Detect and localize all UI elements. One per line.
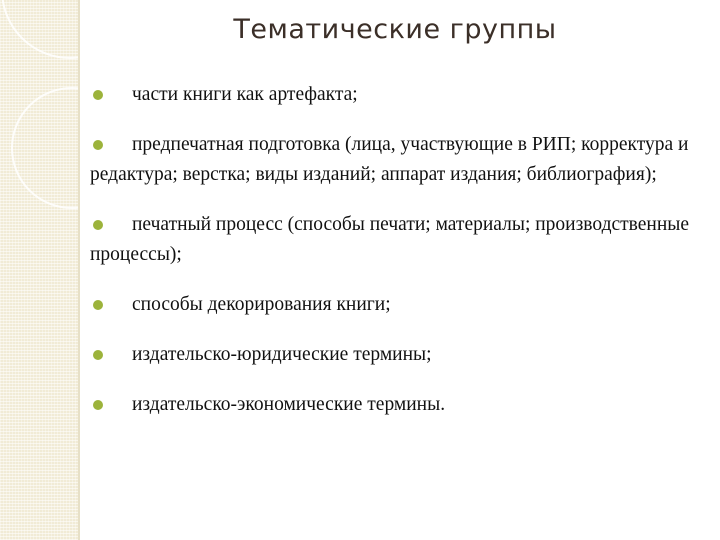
bullet-dot-icon — [93, 300, 103, 310]
bullet-text: издательско-экономические термины. — [132, 394, 446, 415]
bullet-dot-icon — [93, 90, 103, 100]
bullet-dot-icon — [93, 220, 103, 230]
bullet-text: издательско-юридические термины; — [132, 344, 432, 365]
bullet-item — [90, 80, 690, 110]
bullet-item — [90, 340, 690, 370]
bullet-text: печатный процесс (способы печати; материалы; производственные процессы); — [90, 214, 690, 265]
bullet-item — [90, 210, 690, 270]
bullet-text: способы декорирования книги; — [132, 294, 391, 315]
decorative-circles-graphic — [0, 0, 78, 540]
bullet-text: части книги как артефакта; — [132, 84, 358, 105]
bullet-dot-icon — [93, 140, 103, 150]
bullet-dot-icon — [93, 350, 103, 360]
bullet-text: предпечатная подготовка (лица, участвующие в РИП; корректура и редактура; верстка; виды изданий; аппарат издания; библиография); — [90, 134, 689, 185]
bullet-item — [90, 130, 690, 190]
bullet-list — [90, 80, 690, 440]
slide-title: Тематические группы — [233, 14, 557, 45]
side-divider — [78, 0, 80, 540]
bullet-item — [90, 390, 690, 420]
decorative-side-strip — [0, 0, 78, 540]
bullet-item — [90, 290, 690, 320]
bullet-dot-icon — [93, 400, 103, 410]
